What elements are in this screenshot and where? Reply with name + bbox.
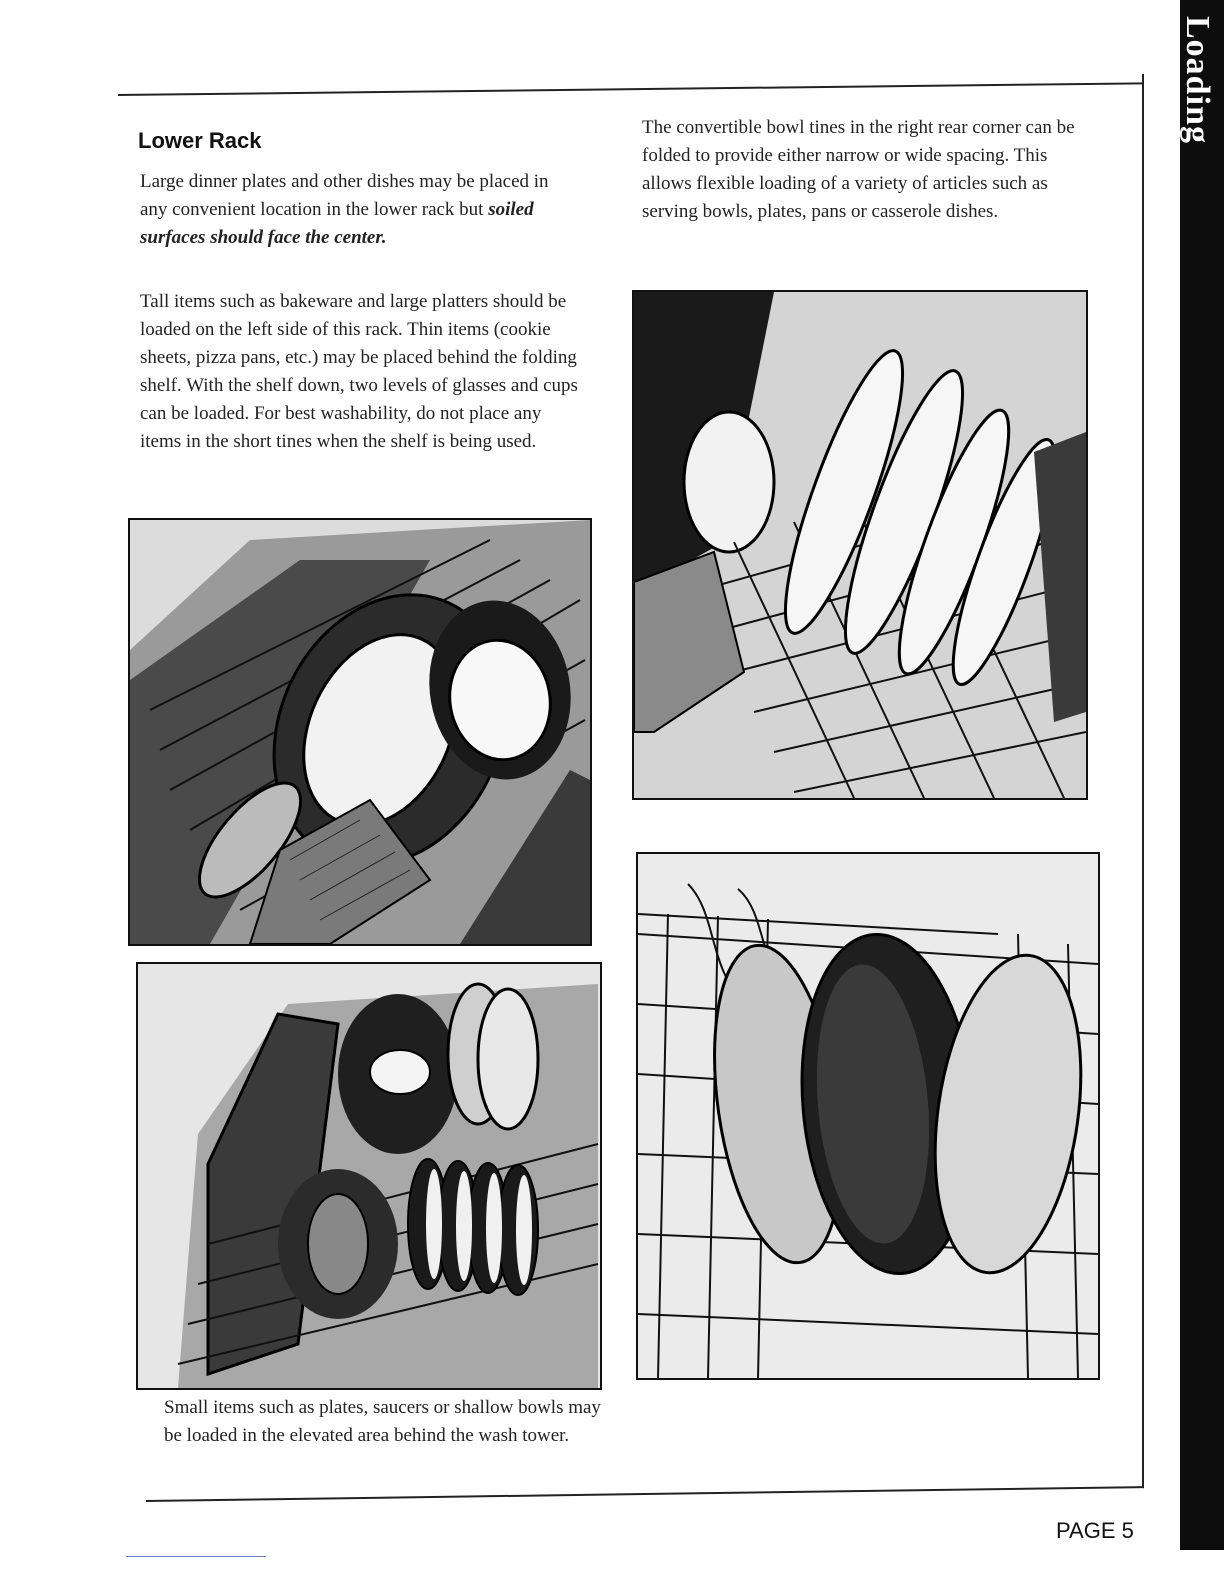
right-rule <box>1142 74 1144 1488</box>
bowls-in-rack-illustration <box>636 852 1100 1380</box>
elevated-area-illustration <box>136 962 602 1390</box>
top-rule <box>118 82 1144 96</box>
section-tab-label: Loading <box>1179 16 1216 144</box>
bowl-tines-illustration <box>632 290 1088 800</box>
small-items-caption: Small items such as plates, saucers or shallow bowls may be loaded in the elevated area behind the wash tower. <box>164 1397 601 1446</box>
bottom-rule <box>146 1486 1144 1502</box>
tall-items-paragraph: Tall items such as bakeware and large platters should be loaded on the left side of this rack. Thin items (cookie sheets, pizza pans, etc.) may be placed behind the folding shelf. With the shelf down, two levels of glasses and cups can be loaded. For best washability, do not place any items in the short tines when the shelf is being used. <box>140 291 578 452</box>
scan-artifact-line <box>126 1556 266 1557</box>
lower-rack-illustration <box>128 518 592 946</box>
intro-text: Large dinner plates and other dishes may be placed in any convenient location in the lower rack but <box>140 171 549 220</box>
intro-paragraph <box>140 168 560 252</box>
intro-emphasis: soiled surfaces should face the center. <box>140 199 534 248</box>
bowl-tines-paragraph: The convertible bowl tines in the right rear corner can be folded to provide either narrow or wide spacing. This allows flexible loading of a variety of articles such as serving bowls, plates, pans or casserole dishes. <box>642 117 1075 222</box>
section-tab <box>1180 0 1224 1550</box>
page-number: PAGE 5 <box>1056 1518 1134 1543</box>
section-heading: Lower Rack <box>138 128 262 153</box>
